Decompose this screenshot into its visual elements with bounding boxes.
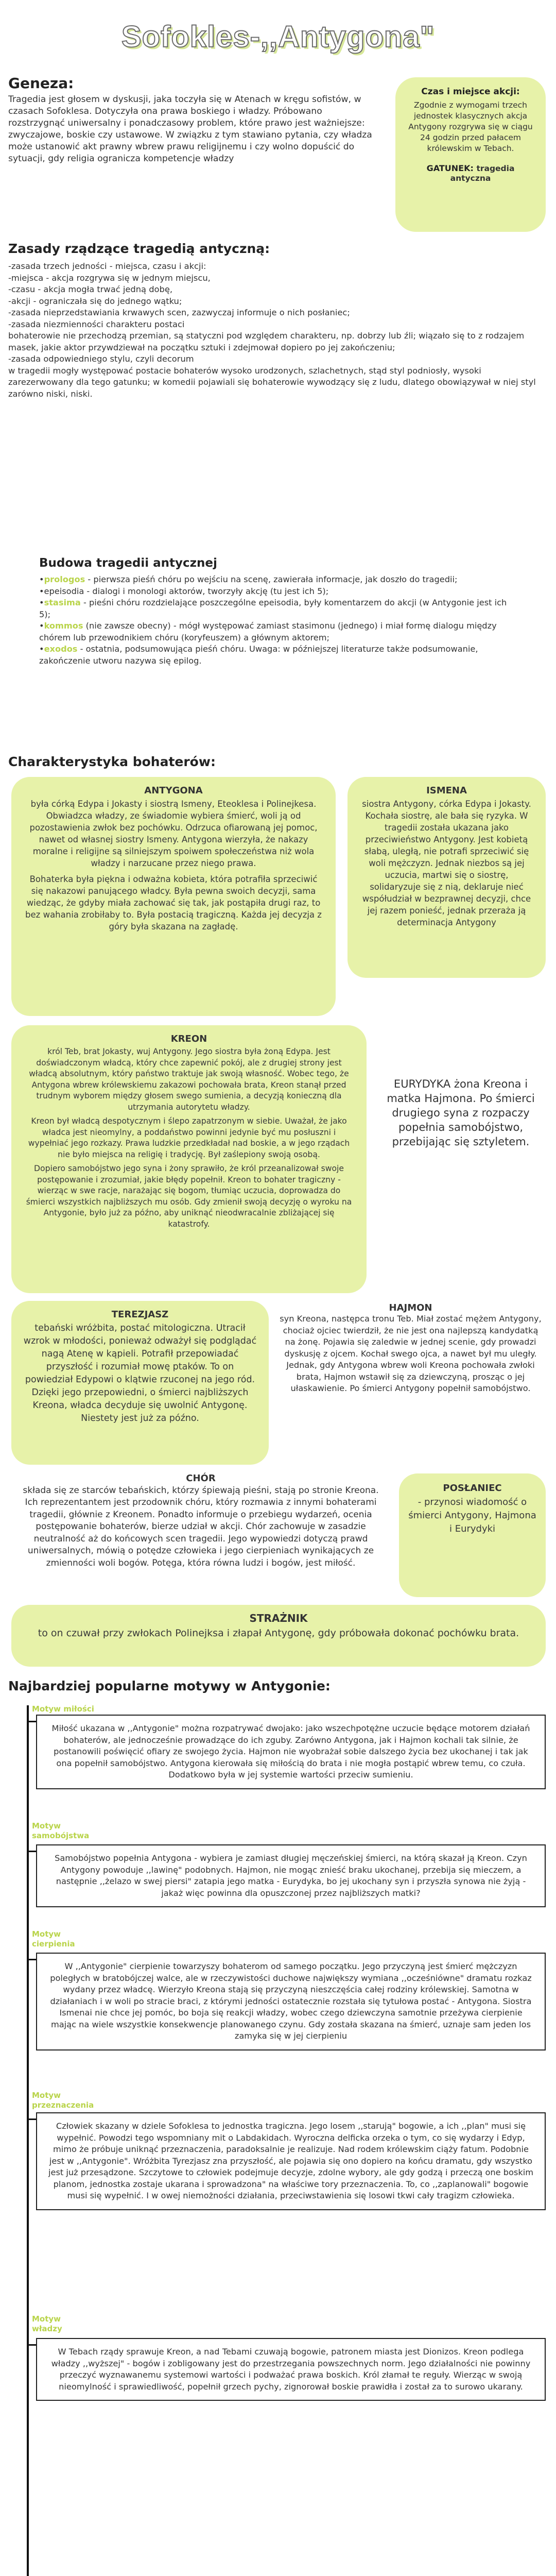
eurydyka-text: EURYDYKA żona Kreona i matka Hajmona. Po śmierci drugiego syna z rozpaczy popełnia samobójstwo, przebijając się sztyletem. — [387, 1078, 535, 1148]
motif-label: Motyw cierpienia — [32, 1929, 75, 1948]
motif-fate-box: Człowiek skazany w dziele Sofoklesa to jednostka tragiczna. Jego losem ,,starują" bogowie, a ich ,,plan" musi się wypełnić. Powodzi tego wspomniany mit o Labdakidach. Wyroczna delficka orzeka o tym, co się wydarzy i Edyp, mimo że próbuje uniknąć przeznaczenia, paradoksalnie je realizuje. Nad rodem królewskim ciąży fatum. Podobnie jest w ,,Antygonie". Wróżbita Tyrezjasz zna przyszłość, ale pojawia się ono dopiero na końcu dramatu, gdy wszystko jest już przesądzone. Szczytowe to człowiek podejmuje decyzje, zdolne wybory, ale gdy godzą i przeczą one boskim planom, jednostka zostaje ukarana i sprowadzona" na właściwe tory przeznaczenia. To, co ,,zaplanowali" bogowie musi się wypełnić. I w owej niemożności działania, przeciwstawienia się losowi tkwi cały tragizm człowieka. — [36, 2112, 546, 2210]
kreon-text-3: Dopiero samobójstwo jego syna i żony sprawiło, że król przeanalizował swoje postępowanie i zrozumiał, jakie błędy popełnił. Kreon to bohater tragiczny - wierząc w swe racje, narażając się bogom, tłumiąc uczucia, doprowadza do śmierci wszystkich najbliższych mu osób. Gdy zmienił swoją decyzję o wyroku na Antygonie, było już za późno, aby uniknąć nieodwracalnie zbliżającej się katastrofy. — [26, 1164, 352, 1229]
structure-item: •kommos (nie zawsze obecny) - mógł występować zamiast stasimonu (jednego) i miał formę dialogu między chórem lub przewodnikiem chóru (koryfeuszem) a głównym aktorem; — [39, 621, 497, 642]
genre-label: GATUNEK: — [426, 163, 477, 173]
timeline-connector — [27, 1721, 36, 1722]
kreon-card — [11, 1025, 367, 1293]
structure-list — [39, 574, 518, 667]
antygona-name: ANTYGONA — [144, 785, 203, 796]
structure-item: •prologos - pierwsza pieśń chóru po wejściu na scenę, zawierała informacje, jak doszło do tragedii; — [39, 574, 458, 584]
rules-line: -zasada nieprzedstawiania krwawych scen, zazwyczaj informuje o nich posłaniec; — [8, 308, 350, 317]
characters-heading: Charakterystyka bohaterów: — [8, 754, 216, 769]
motif-power-box: W Tebach rządy sprawuje Kreon, a nad Tebami czuwają bogowie, patronem miasta jest Dionizos. Kreon podlega władzy ,,wyższej" - bogów i zobligowany jest do przestrzegania powszechnych norm. Jego działalności nie powinny przeczyć wyznawanemu systemowi wartości i podważać prawa boskich. Król złamał te reguły. Wierząc w swoją nieomylność i sprawiedliwość, popełnił grzech pychy, zignorował boskie prawidła i został za to surowo ukarany. — [36, 2338, 546, 2401]
ismena-text: siostra Antygony, córka Edypa i Jokasty. Kochała siostrę, ale bała się ryzyka. W tragedii została ukazana jako przeciwieństwo Antygony. Jest kobietą słabą, uległą, nie potrafi sprzeciwić się woli mężczyzn. Jednak niezbos są jej uczucia, martwi się o siostrę, solidaryzuje się z nią, deklaruje nieć współudział w bezprawnej decyzji, chce jej razem ponieść, jednak przeraża ją determinacja Antygony — [362, 799, 531, 927]
rules-line: -miejsca - akcja rozgrywa się w jednym miejscu, — [8, 273, 211, 283]
structure-item: •stasima - pieśni chóru rozdzielające poszczególne epeisodia, były komentarzem do akcji (w Antygonie jest ich 5); — [39, 598, 507, 619]
straznik-name: STRAŻNIK — [249, 1612, 308, 1624]
structure-heading: Budowa tragedii antycznej — [39, 556, 217, 570]
hajmon-name: HAJMON — [389, 1302, 432, 1313]
rules-line: -akcji - ograniczała się do jednego wątku; — [8, 296, 182, 306]
kreon-text-2: Kreon był władcą despotycznym i ślepo zapatrzonym w siebie. Uważał, że jako władca jest nieomylny, a poddaństwo powinni jedynie być mu posłuszni i wypełniać jego rozkazy. Prawa ludzkie przedkładał nad boskie, a w jego rządach nie było miejsca na religię i tradycję. Był zaślepiony swoją osobą. — [28, 1116, 350, 1159]
hajmon-block — [278, 1302, 543, 1395]
setting-infobox — [395, 77, 546, 232]
genre-value: tragedia antyczna — [450, 164, 515, 183]
motif-suicide-box: Samobójstwo popełnia Antygona - wybiera je zamiast długiej męczeńskiej śmierci, na którą skazał ją Kreon. Czyn Antygony powoduje ,,lawinę" podobnych. Hajmon, nie mogąc znieść braku ukochanej, przebija się mieczem, a następnie ,,żelazo w swej piersi" zatapia jego matka - Eurydyka, bo jej ukochany syn i przyszła synowa nie żyją - jakaż więc powinna dla opuszczonej przez najbliższych matki? — [36, 1844, 546, 1907]
setting-heading: Czas i miejsce akcji: — [421, 87, 520, 97]
timeline-connector — [27, 2344, 36, 2346]
structure-keyword: exodos — [44, 644, 78, 654]
antygona-card — [11, 777, 336, 1016]
motifs-timeline — [27, 1705, 29, 2576]
kreon-name: KREON — [170, 1033, 207, 1044]
poslaniec-card — [399, 1473, 546, 1597]
chor-text: składa się ze starców tebańskich, którzy śpiewają pieśni, stają po stronie Kreona. Ich reprezentantem jest przodownik chóru, który rozmawia z innymi bohaterami tragedii, głównie z Kreonem. Ponadto informuje o przebiegu wydarzeń, ocenia postępowanie bohaterów, bierze udział w akcji. Chór zachowuje w zasadzie neutralność aż do końcowych scen tragedii. Jego wypowiedzi dotyczą prawd uniwersalnych, mówią o potędze człowieka i jego cierpieniach wynikających ze zmienności woli bogów. Potęga, która równa ludzi i bogów, jest miłość. — [23, 1485, 379, 1568]
genesis-heading: Geneza: — [8, 75, 74, 92]
straznik-text: to on czuwał przy zwłokach Polinejksa i złapał Antygonę, gdy próbowała dokonać pochówku brata. — [38, 1628, 519, 1639]
antygona-text-2: Bohaterka była piękna i odważna kobieta, która potrafiła sprzeciwić się nakazowi panującego władcy. Była pewna swoich decyzji, sama wiedząc, że gdyby miała zachować się tak, jak postąpiła drugi raz, to bez wahania zrobiłaby to. Była postacią tragiczną. Każda jej decyzja z góry była skazana na zagładę. — [25, 874, 322, 931]
timeline-connector — [27, 2119, 36, 2120]
timeline-connector — [27, 1851, 36, 1852]
rules-heading: Zasady rządzące tragedią antyczną: — [8, 241, 270, 256]
motif-suffering-box: W ,,Antygonie" cierpienie towarzyszy bohaterom od samego początku. Jego przyczyną jest śmierć mężczyzn poległych w bratobójczej walce, ale w rzeczywistości duchowe największy wymiana ,,ocześniówne" dramatu rozkaz wydany przez władcę. Wierzyło Kreona stają się przyczyną nieszczęścia całej rodziny królewskiej. Samotna w działaniach i w woli po stracie braci, z którymi jedności ostatecznie rozstała się tytułowa postać - Antygona. Siostra Ismenai nie chce jej pomóc, bo boja się reakcji władzy, wobec czego dziewczyna samotnie przeżywa cierpienie mając na wiele wszystkie konsekwencje planowanego czynu. Gdy została skazana na śmierć, uznaje sam jeden los zamyka się w jej cierpieniu — [36, 1953, 546, 2050]
motif-label: Motyw przeznaczenia — [32, 2091, 94, 2110]
timeline-connector — [27, 1959, 36, 1960]
motif-label: Motyw władzy — [32, 2314, 62, 2333]
poslaniec-name: POSŁANIEC — [443, 1483, 502, 1494]
terezjasz-text: tebański wróżbita, postać mitologiczna. Utracił wzrok w młodości, ponieważ odważył się podglądać nagą Atenę w kąpieli. Potrafił przepowiadać przyszłość i rozumiał mowę ptaków. To on powiedział Edypowi o klątwie rzuconej na jego ród. Dzięki jego przepowiedni, o śmierci najbliższych Kreona, władca decyduje się uwolnić Antygonę. Niestety jest już za późno. — [23, 1323, 257, 1423]
structure-item: •exodos - ostatnia, podsumowująca pieśń chóru. Uwaga: w późniejszej literaturze także podsumowanie, zakończenie utworu nazywa się epilog. — [39, 644, 478, 666]
hajmon-text: syn Kreona, następca tronu Teb. Miał zostać mężem Antygony, chociaż ojciec twierdził, że nie jest ona najlepszą kandydatką na żonę. Pojawia się zaledwie w jednej scenie, gdy prowadzi dyskusję z ojcem. Kochał swego ojca, a nawet był mu uległy. Jednak, gdy Antygona wbrew woli Kreona pochowała zwłoki brata, Hajmon wstawił się za dziewczyną, prosząc o jej ułaskawienie. Po śmierci Antygony popełnił samobójstwo. — [280, 1314, 542, 1393]
motifs-heading: Najbardziej popularne motywy w Antygonie: — [8, 1679, 331, 1693]
rules-line: -czasu - akcja mogła trwać jedną dobę, — [8, 284, 173, 294]
ismena-card — [348, 777, 546, 978]
motif-label: Motyw miłości — [32, 1704, 94, 1714]
terezjasz-card — [11, 1301, 269, 1465]
rules-line: -zasada odpowiedniego stylu, czyli decorum — [8, 354, 194, 364]
terezjasz-name: TEREZJASZ — [111, 1309, 169, 1320]
antygona-text-1: była córką Edypa i Jokasty i siostrą Ismeny, Eteoklesa i Polinejkesa. Obwiadzca władzy, ze świadomie wybiera śmierć, woli ją od pozostawienia zwłok bez pochówku. Odrzuca ofiarowaną jej pomoc, nawet od własnej siostry Ismeny. Antygona wierzyła, że nakazy moralne i religijne są silniejszym spoiwem społeczeństwa niż wola władzy i narzucane przez niego prawa. — [29, 799, 318, 868]
ismena-name: ISMENA — [426, 785, 467, 796]
rules-line: bohaterowie nie przechodzą przemian, są statyczni pod względem charakteru, np. dobrzy lub źli; wiązało się to z rodzajem masek, jakie aktor przywdziewał na początku sztuki i zdejmował dopiero po jej zakończeniu; — [8, 331, 525, 352]
straznik-card — [11, 1605, 546, 1667]
motif-love-box: Miłość ukazana w ,,Antygonie" można rozpatrywać dwojako: jako wszechpotężne uczucie będące motorem działań bohaterów, ale jednocześnie prowadzące do ich zguby. Zarówno Antygona, jak i Hajmon kochali tak silnie, że postanowili poświęcić ofiary ze swojego życia. Hajmon nie wyobrażał sobie dalszego życia bez ukochanej i tak jak ona popełnił samobójstwo. Antygona kierowała się miłością do brata i nie mogła postąpić wbrew temu, co czuła. Dodatkowo była w jej systemie wartości przeciw sumieniu. — [36, 1715, 546, 1789]
rules-list — [8, 261, 544, 400]
structure-keyword: prologos — [44, 574, 85, 584]
rules-line: w tragedii mogły występować postacie bohaterów wysoko urodzonych, szlachetnych, stąd styl podniosły, wysoki zarezerwowany dla tego gatunku; w komedii pojawiali się bohaterowie wywodzący się z ludu, dlatego obowiązywał w niej styl zarówno niski, niski. — [8, 365, 536, 399]
kreon-text-1: król Teb, brat Jokasty, wuj Antygony. Jego siostra była żoną Edypa. Jest doświadczonym władcą, który chce zapewnić pokój, ale z drugiej strony jest władcą absolutnym, który państwo traktuje jak swoją własność. Wobec tego, że Antygona wbrew królewskiemu zakazowi pochowała brata, Kreon stanął przed trudnym wyborem między głosem swego sumienia, a decyzją konieczną dla utrzymania autorytetu władzy. — [29, 1047, 349, 1112]
poslaniec-text: - przynosi wiadomość o śmierci Antygony, Hajmona i Eurydyki — [408, 1497, 536, 1534]
structure-keyword: stasima — [44, 598, 81, 607]
structure-item: •epeisodia - dialogi i monologi aktorów, tworzyły akcję (tu jest ich 5); — [39, 586, 329, 596]
chor-block — [15, 1472, 386, 1569]
setting-text: Zgodnie z wymogami trzech jednostek klasycznych akcja Antygony rozgrywa się w ciągu 24 godzin przed pałacem królewskim w Tebach. — [408, 100, 533, 153]
page-title: Sofokles-,,Antygona" — [121, 20, 435, 54]
motif-label: Motyw samobójstwa — [32, 1821, 90, 1840]
structure-keyword: kommos — [44, 621, 83, 631]
rules-line: -zasada niezmienności charakteru postaci — [8, 319, 185, 329]
genesis-text: Tragedia jest głosem w dyskusji, jaka toczyła się w Atenach w kręgu sofistów, w czasach Sofoklesa. Dotyczyła ona prawa boskiego i władzy. Próbowano rozstrzygnąć uniwersalny i ponadczasowy problem, które prawo jest ważniejsze: zwyczajowe, boskie czy ustawowe. W związku z tym stawiano pytania, czy władza może ustanowić akt prawny wbrew prawu religijnemu i czy wolno dopuścić do sytuacji, gdy religia ogranicza kompetencje władzy — [8, 94, 372, 164]
chor-name: CHÓR — [186, 1473, 216, 1484]
rules-line: -zasada trzech jedności - miejsca, czasu i akcji: — [8, 261, 206, 271]
